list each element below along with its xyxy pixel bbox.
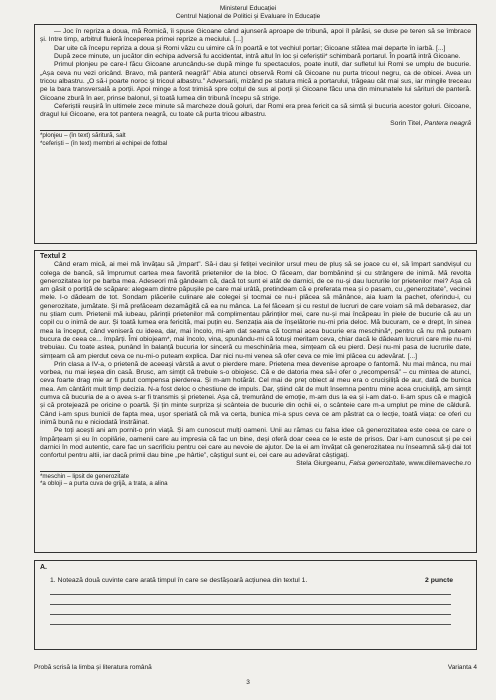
text2-paragraph: Când eram mică, ai mei mă învățau să „împart”. Să-i dau și fetiței vecinilor ursul meu de pluș să se joace cu el, să împart sandvișul cu colega de bancă, să împrumut cartea mea favorită prietenilor de la bloc. O făceam, dar bombănind și cu strângere de inimă. Mă revolta generozitatea lor pe barba mea. Adeseori mă gândeam că, dacă tot sunt ei atât de darnici, de ce nu-și dau lucrurile lor prietenilor mei? Așa că am găsit o portiță de scăpare: alegeam dintre păpușile pe care mai urâtă, pretindeam că e preferata mea și o pasam, cu „generozitate”, vecinei mele. I-o dădeam de tot. Sondam plăcerile culinare ale colegei și tocmai ce nu-i plăcea să mănânce, aia luam la pachet, oferindu-i, cu generozitate, jumătate. Și mă prefăceam dezamăgită că ea nu mânca. La fel făceam și cu restul de lucruri de care voiam să mă debarasez, dar nu știam cum. Prietenii mă iubeau, părinții prietenilor mă complimentau părinților mei, care nu-și mai încăpeau în piele de bucurie că au un copil cu o inimă de aur. Și toată lumea era fericită, mai puțin eu. Senzația aia de înșelătorie nu-mi pria deloc. Mă bucuram, ce e drept, în sinea mea la început, când veniseră cu ideea, dar, mai încolo, mi-am dat seama că tocmai acea bucurie era meschină*, pentru că nu mă puteam bucura de ceea ce... împărți. Îmi obiojeam*, mai încolo, vina, spunându-mi că totuși meritam ceva, chiar dacă le dădeam lucruri care mie nu-mi trebuiau. Cu toate astea, punând în balanță bucuria lor sinceră cu meschinăria mea, simțeam că eu pierd. Deși nu-mi pasa de lucrurile date, simțeam că am pierdut ceva ce nu-mi-o puteam explica. Dar nici nu-mi venea să ofer ceva ce mie îmi plăcea cu adevărat. [...] (40, 261, 471, 360)
text1-paragraph: După zece minute, un jucător din echipa adversă fu accidentat, intră altul în loc și ceferiștii* schimbară portarul. În poartă intră Gicoane. (54, 53, 461, 61)
question-text: 1. Notează două cuvinte care arată timpul în care se desfășoară acțiunea din textul 1. (50, 577, 308, 584)
section-a-box (34, 560, 477, 650)
page-header (0, 5, 496, 21)
answer-line[interactable] (50, 604, 451, 605)
section-a-label: A. (40, 564, 47, 571)
footnote: *a obloji – a purta cuva de grijă, a trata, a alina (40, 480, 168, 488)
text2-signature: Stela Giurgeanu, Falsa generozitate, www.dilemaveche.ro (296, 460, 471, 468)
answer-line[interactable] (50, 614, 451, 615)
footnote: *meschin – lipsit de generozitate (40, 472, 130, 480)
text1-signature: Sorin Titel, Pantera neagră (390, 119, 471, 127)
center-name: Centrul Național de Politici și Evaluare în Educație (175, 13, 321, 20)
footnote-divider (40, 130, 120, 131)
exam-name: Probă scrisă la limba și literatura română (34, 664, 152, 671)
page-number: 3 (246, 679, 250, 686)
variant-label: Varianta 4 (447, 664, 477, 671)
footnote: *plonjeu – (în text) săritură, salt (40, 132, 126, 140)
text1-paragraph: Ceferiștii reușiră în ultimele zece minute să marcheze două goluri, dar Romi era prea fericit ca să simtă și bucuria acestor goluri. Gicoane, dragul lui Gicoane, era tot pantera neagră, cu toate că purta tricou albastru. (40, 103, 471, 119)
text2-paragraph: Pe toți acești ani am pornit-o prin viață. Și am cunoscut mulți oameni. Unii au rămas cu falsa idee că generozitatea este ceea ce care o împărțeam și eu în copilărie, oamenii care au impresia că fac un bine, deși oferă doar ceea ce le este de prisos. Dar i-am cunoscut și pe cei darnici în mod autentic, care fac un sacrificiu pentru cei care au nevoie de ajutor. De la ei am învățat că generozitatea nu înseamnă să-ți dai tot confortul pentru altii, iar dacă primii dau bine „pe hârtie”, câștigul sunt ei, cei care au adevărat câștigați. (40, 427, 471, 460)
answer-line[interactable] (50, 624, 451, 625)
question-points: 2 puncte (425, 577, 453, 584)
text1-paragraph: — Joc în repriza a doua, mă Romică, îi spuse Gicoane când ajunseră aproape de tribună, apoi îl părăsi, se duse pe teren să se îmbrace și. Intre timp, arbitrul fluieră începerea primei reprize a meciului. [...] (40, 28, 471, 44)
text2-box (34, 250, 477, 553)
ministry-name: Ministerul Educației (219, 5, 277, 12)
footnote-divider (40, 471, 120, 472)
text2-title: Textul 2 (40, 253, 66, 260)
question-1 (40, 576, 471, 585)
text2-paragraph: Prin clasa a IV-a, o prietenă de aceeași vârstă a avut o pierdere mare. Prietena mea devenise aproape o fantomă. Nu mai mânca, nu mai vorbea, nu mai ieșea din casă. Brusc, am simțit că trebuie s-o obiojesc. Că e de datoria mea să-i ofer o „recompensă” – cu mintea de atunci, ceva foarte drag mie ar fi putut compensa pierderea. Și m-am hotărât. Cel mai de preț obiect al meu era o crucișiliță de aur, dată de bunica mea. Am cântărit mult timp decizia. N-a fost deloc o chestiune de impuls. Dar, știind cât de mult însemna pentru mine acea cruciuliță, am simțit cumva că bucuria de a o avea s-ar fi transmis și prietenei. Așa că, tremurând de emoție, m-am dus la ea și i-am dat-o. Ii-am spus că e magică și că protejează pe oricine o poartă. Și țin minte surpriza și scânteia de bucurie din ochii ei, o scânteie care m-a umplut pe mine de căldură. Când i-am spus bunicii de fapta mea, ușor speriată că mă va certa, bunica mi-a spus ceva ce am păstrat ca o lecție, toată viața: ce oferi cu inimă bună nu e niciodată înstrăinat. (40, 360, 471, 426)
text1-paragraph: Primul plonjeu pe care-l făcu Gicoane aruncându-se după minge fu spectaculos, poate inutil, dar sufletul lui Romi se umplu de bucurie. „Așa ceva nu vezi oricând. Bravo, mă panteră neagră!” Abia atunci observă Romi că Gicoane nu purta tricoul negru, ca de obicei. Avea un tricou albastru. „O să-i poarte noroc și tricoul albastru.” Adversarii, mizând pe statura mică a portarului, trăgeau cât mai sus, iar mingile treceau pe la bara transversală a porții. Apoi minge a fost trimisă spre colțul de sus al porții și Gicoane făcu una din minunatele lui sărituri de panteră. Gicoane zbură în aer, prinse balonul, și toată lumea din tribună începu să strige. (40, 61, 471, 102)
text1-box (34, 24, 477, 244)
text1-paragraph: Dar uite că începu repriza a doua și Romi văzu cu uimire că în poartă e tot vechiul portar; Gicoane stătea mai departe în iarbă. [...] (54, 44, 446, 52)
footnote: *ceferiști – (în text) membri ai echipei de fotbal (40, 139, 168, 147)
answer-line[interactable] (50, 594, 451, 595)
